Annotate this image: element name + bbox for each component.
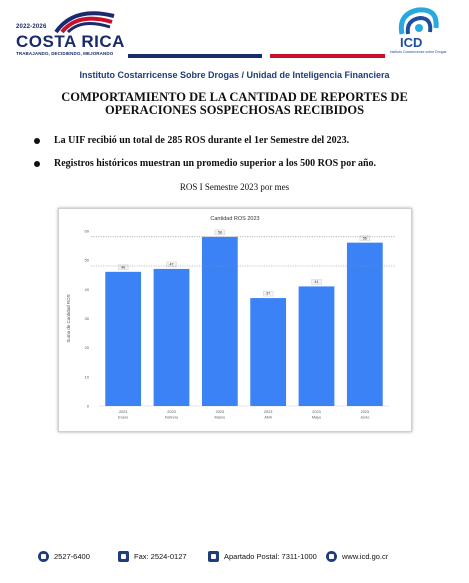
footer-web-link[interactable]: www.icd.go.cr xyxy=(342,551,389,561)
x-tick-year: 2023 xyxy=(167,410,176,414)
header-stripe-blue xyxy=(128,54,262,58)
footer-fax xyxy=(118,548,187,564)
y-tick-label: 60 xyxy=(84,228,89,234)
y-tick-label: 50 xyxy=(84,257,89,263)
bar xyxy=(250,298,286,406)
phone-icon xyxy=(38,551,49,562)
institute-line: Instituto Costarricense Sobre Drogas / Unidad de Inteligencia Financiera xyxy=(79,70,390,80)
y-tick-label: 10 xyxy=(84,374,89,380)
globe-icon xyxy=(326,551,337,562)
x-tick-year: 2023 xyxy=(263,410,273,414)
icd-logo-subtitle: Instituto Costarricense sobre Drogas xyxy=(389,50,447,54)
flag-swoosh-icon xyxy=(54,10,116,34)
data-label: 58 xyxy=(217,230,222,235)
y-tick-label: 40 xyxy=(84,286,89,292)
document-title xyxy=(30,91,439,117)
x-tick-year: 2023 xyxy=(360,410,370,414)
footer-phone xyxy=(38,548,90,564)
fax-icon xyxy=(118,551,129,562)
x-tick-year: 2023 xyxy=(118,410,128,414)
data-label: 56 xyxy=(362,236,367,241)
footer-postal xyxy=(208,548,317,564)
title-line-1: COMPORTAMIENTO DE LA CANTIDAD DE REPORTES DE xyxy=(61,90,408,104)
mailbox-icon xyxy=(208,551,219,562)
bullet-text: Registros históricos muestran un promedio superior a los 500 ROS por año. xyxy=(54,158,377,169)
x-tick-month: Marzo xyxy=(214,415,226,420)
summary-bullets xyxy=(34,135,454,181)
bullet-text: La UIF recibió un total de 285 ROS durante el 1er Semestre del 2023. xyxy=(54,135,350,146)
bar-chart xyxy=(59,209,411,431)
bullet-dot-icon xyxy=(34,161,40,167)
data-label: 46 xyxy=(121,265,126,270)
footer-postal-text: Apartado Postal: 7311-1000 xyxy=(224,551,317,561)
bar xyxy=(154,269,190,406)
data-label: 41 xyxy=(314,280,319,285)
x-tick-month: Junio xyxy=(360,415,370,420)
footer-web[interactable] xyxy=(326,548,388,564)
costa-rica-logo xyxy=(14,10,125,60)
footer-fax-text: Fax: 2524-0127 xyxy=(134,551,187,561)
bullet-item xyxy=(34,135,454,147)
icd-logo-text: ICD xyxy=(400,35,423,50)
logo-years: 2022-2026 xyxy=(16,24,47,30)
bullet-dot-icon xyxy=(34,138,40,144)
chart-caption: ROS I Semestre 2023 por mes xyxy=(179,182,290,192)
data-label: 47 xyxy=(169,262,174,267)
bar xyxy=(202,237,238,406)
title-line-2: OPERACIONES SOSPECHOSAS RECIBIDOS xyxy=(104,103,365,117)
x-tick-month: Enero xyxy=(118,415,129,420)
y-axis-label: Suma de Cantidad ROS xyxy=(66,294,71,343)
chart-card xyxy=(58,208,412,432)
footer-phone-text: 2527-6400 xyxy=(54,551,90,561)
x-tick-year: 2023 xyxy=(312,410,321,414)
chart-title: Cantidad ROS 2023 xyxy=(210,216,260,222)
data-label: 37 xyxy=(266,291,271,296)
x-tick-month: Febrero xyxy=(164,415,179,420)
x-tick-month: Mayo xyxy=(311,415,322,420)
x-tick-year: 2023 xyxy=(215,410,225,414)
logo-country-name: COSTA RICA xyxy=(16,32,125,51)
y-tick-label: 0 xyxy=(86,403,89,409)
y-tick-label: 20 xyxy=(84,345,89,351)
header-stripe-red xyxy=(270,54,385,58)
bar xyxy=(347,243,383,406)
bullet-item xyxy=(34,158,454,170)
footer xyxy=(0,548,469,564)
x-tick-month: Abril xyxy=(264,415,272,420)
bar xyxy=(299,286,335,406)
bar xyxy=(105,272,141,406)
y-tick-label: 30 xyxy=(84,316,89,321)
logo-slogan: TRABAJANDO, DECIDIENDO, MEJORANDO xyxy=(16,51,114,56)
